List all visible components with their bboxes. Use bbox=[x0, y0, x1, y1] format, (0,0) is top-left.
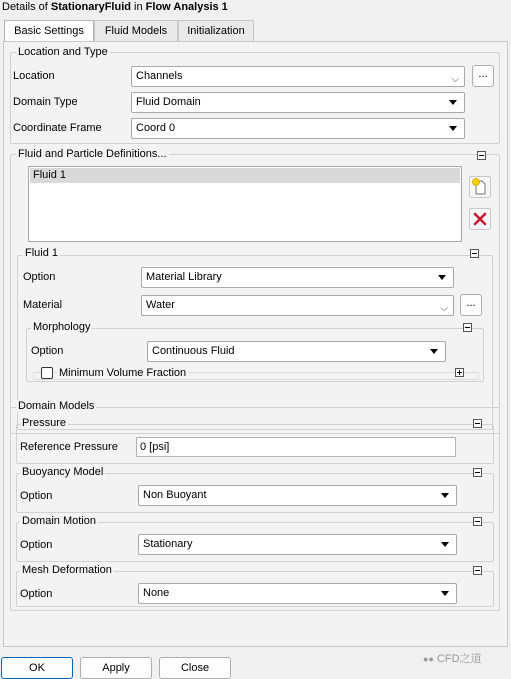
coordinate-frame-select[interactable]: Coord 0 bbox=[131, 118, 465, 139]
fluid-definitions-title: Fluid and Particle Definitions... bbox=[18, 148, 167, 160]
new-item-icon bbox=[470, 177, 490, 197]
fluid1-option-label: Option bbox=[23, 271, 56, 283]
domain-motion-title: Domain Motion bbox=[22, 515, 96, 527]
tab-fluid-models[interactable]: Fluid Models bbox=[94, 20, 178, 41]
watermark: ●● CFD之道 bbox=[423, 653, 482, 665]
collapse-icon[interactable] bbox=[473, 517, 482, 526]
mesh-deformation-option-label: Option bbox=[20, 588, 53, 600]
collapse-icon[interactable] bbox=[473, 419, 482, 428]
collapse-icon[interactable] bbox=[477, 151, 486, 160]
details-title: Details of StationaryFluid in Flow Analysis 1 bbox=[2, 1, 228, 13]
collapse-icon[interactable] bbox=[470, 249, 479, 258]
expand-icon[interactable] bbox=[455, 368, 464, 377]
dropdown-arrow-icon bbox=[449, 126, 457, 131]
domain-models-title: Domain Models bbox=[18, 400, 95, 412]
morphology-option-label: Option bbox=[31, 345, 64, 357]
reference-pressure-label: Reference Pressure bbox=[20, 441, 118, 453]
chevron-down-icon: ⌵ bbox=[451, 74, 459, 85]
new-fluid-button[interactable] bbox=[469, 176, 491, 198]
morphology-title: Morphology bbox=[33, 321, 91, 333]
pressure-title: Pressure bbox=[22, 417, 67, 429]
domain-type-select[interactable]: Fluid Domain bbox=[131, 92, 465, 113]
material-label: Material bbox=[23, 299, 63, 311]
location-select[interactable] bbox=[131, 66, 465, 87]
dropdown-arrow-icon bbox=[449, 100, 457, 105]
tab-basic-settings[interactable]: Basic Settings bbox=[4, 20, 94, 42]
basic-settings-panel bbox=[3, 41, 508, 647]
dropdown-arrow-icon bbox=[441, 493, 449, 498]
mesh-deformation-title: Mesh Deformation bbox=[22, 564, 112, 576]
location-type-title: Location and Type bbox=[18, 46, 108, 58]
reference-pressure-input[interactable]: 0 [psi] bbox=[136, 437, 456, 457]
buoyancy-option-select[interactable]: Non Buoyant bbox=[138, 485, 457, 506]
buoyancy-option-label: Option bbox=[20, 490, 53, 502]
collapse-icon[interactable] bbox=[473, 566, 482, 575]
delete-icon bbox=[470, 209, 490, 229]
tab-initialization[interactable]: Initialization bbox=[178, 20, 254, 41]
apply-button[interactable]: Apply bbox=[80, 657, 152, 679]
wechat-icon: ●● bbox=[423, 654, 434, 664]
collapse-icon[interactable] bbox=[463, 323, 472, 332]
fluid-list[interactable] bbox=[28, 166, 462, 242]
delete-fluid-button[interactable] bbox=[469, 208, 491, 230]
chevron-down-icon: ⌵ bbox=[440, 303, 448, 314]
fluid1-title: Fluid 1 bbox=[25, 247, 59, 259]
mesh-deformation-option-select[interactable]: None bbox=[138, 583, 457, 604]
location-label: Location bbox=[13, 70, 55, 82]
buoyancy-title: Buoyancy Model bbox=[22, 466, 104, 478]
location-value: Channels bbox=[136, 70, 183, 82]
collapse-icon[interactable] bbox=[473, 468, 482, 477]
dropdown-arrow-icon bbox=[441, 591, 449, 596]
fluid1-option-select[interactable]: Material Library bbox=[141, 267, 454, 288]
ok-button[interactable]: OK bbox=[1, 657, 73, 679]
min-volume-checkbox[interactable] bbox=[41, 367, 53, 379]
coordinate-frame-label: Coordinate Frame bbox=[13, 122, 102, 134]
material-browse-button[interactable]: ... bbox=[460, 294, 482, 316]
morphology-option-select[interactable]: Continuous Fluid bbox=[147, 341, 446, 362]
list-item[interactable]: Fluid 1 bbox=[30, 168, 460, 183]
dropdown-arrow-icon bbox=[441, 542, 449, 547]
dropdown-arrow-icon bbox=[438, 275, 446, 280]
dropdown-arrow-icon bbox=[430, 349, 438, 354]
material-select[interactable]: Water ⌵ bbox=[141, 295, 454, 316]
domain-motion-option-label: Option bbox=[20, 539, 53, 551]
domain-type-label: Domain Type bbox=[13, 96, 78, 108]
location-browse-button[interactable]: ... bbox=[472, 65, 494, 87]
min-volume-label: Minimum Volume Fraction bbox=[59, 367, 187, 379]
close-button[interactable]: Close bbox=[159, 657, 231, 679]
domain-motion-option-select[interactable]: Stationary bbox=[138, 534, 457, 555]
